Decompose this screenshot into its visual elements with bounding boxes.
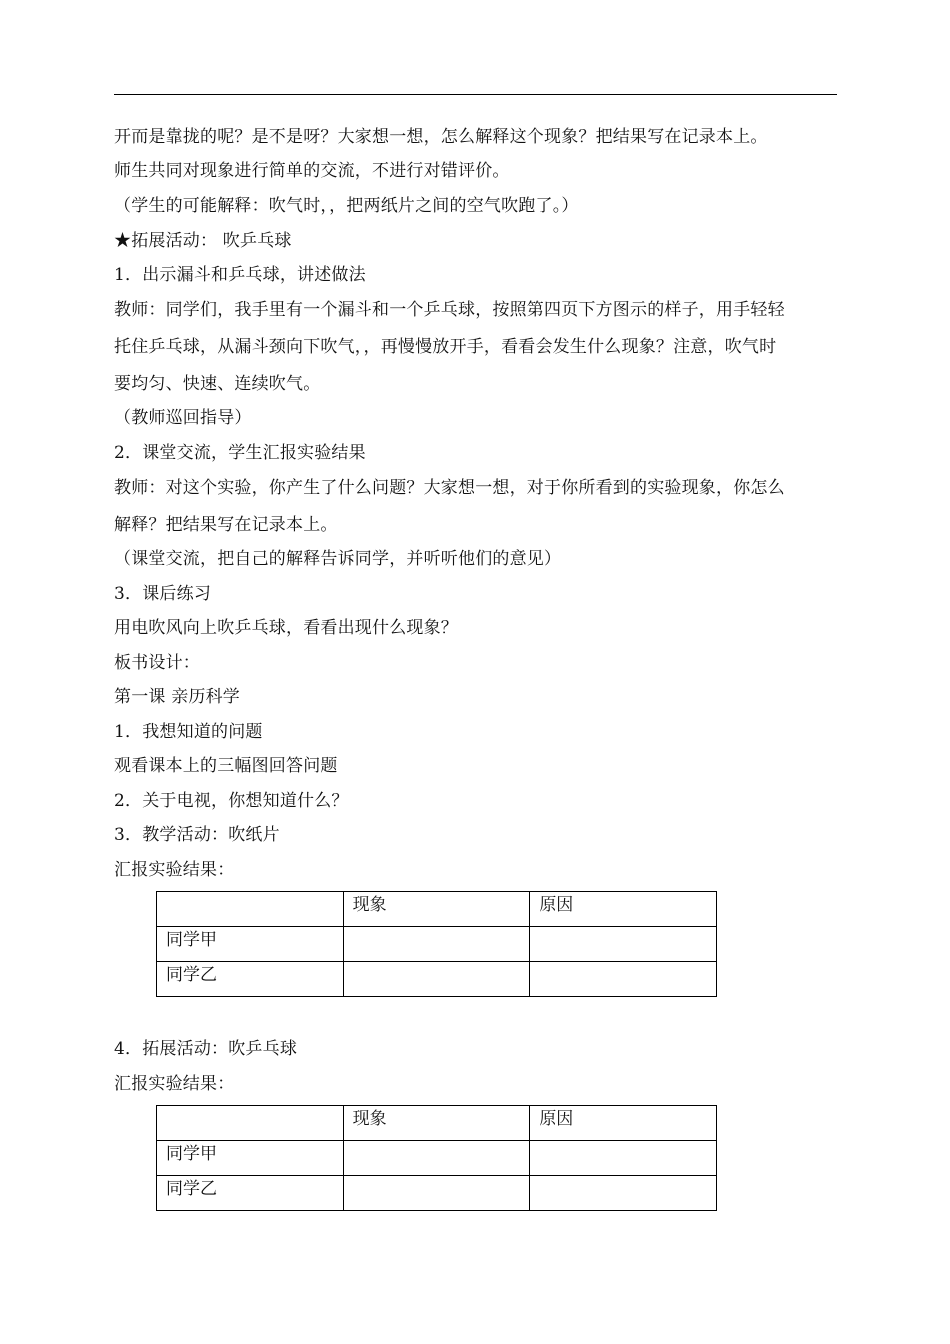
- table-cell: 同学乙: [157, 962, 344, 997]
- text-line: 要均匀、快速、连续吹气。: [114, 374, 321, 394]
- text-line: 3．课后练习: [114, 584, 212, 604]
- section-heading: ★拓展活动： 吹乒乓球: [114, 231, 292, 251]
- text-line: 第一课 亲历科学: [114, 687, 241, 707]
- text-line: 3．教学活动：吹纸片: [114, 825, 280, 845]
- table-cell: [530, 1176, 717, 1211]
- text-line: 1．我想知道的问题: [114, 722, 263, 742]
- text-line: 4．拓展活动：吹乒乓球: [114, 1039, 298, 1059]
- table-cell: [343, 962, 530, 997]
- table-row: [157, 927, 717, 962]
- table-row: [157, 1176, 717, 1211]
- text-line: （课堂交流，把自己的解释告诉同学，并听听他们的意见）: [114, 549, 562, 569]
- text-line: （学生的可能解释：吹气时，，把两纸片之间的空气吹跑了。）: [114, 196, 579, 216]
- text-line: 开而是靠拢的呢？是不是呀？大家想一想，怎么解释这个现象？把结果写在记录本上。: [114, 127, 768, 147]
- table-cell: [157, 1106, 344, 1141]
- text-line: 1．出示漏斗和乒乓球，讲述做法: [114, 265, 366, 285]
- text-line: 2．课堂交流，学生汇报实验结果: [114, 443, 366, 463]
- table-cell: [343, 1141, 530, 1176]
- table-row: [157, 1141, 717, 1176]
- text-line: 汇报实验结果：: [114, 1074, 235, 1094]
- text-line: 教师：对这个实验，你产生了什么问题？大家想一想，对于你所看到的实验现象，你怎么: [114, 478, 785, 498]
- table-row: [157, 962, 717, 997]
- text-line: 观看课本上的三幅图回答问题: [114, 756, 338, 776]
- table-cell: 同学乙: [157, 1176, 344, 1211]
- table-cell: [530, 1141, 717, 1176]
- results-table-2: [156, 1105, 717, 1211]
- text-line: 解释？把结果写在记录本上。: [114, 515, 338, 535]
- table-cell: [343, 1176, 530, 1211]
- text-line: 用电吹风向上吹乒乓球，看看出现什么现象？: [114, 618, 458, 638]
- table-header-row: [157, 1106, 717, 1141]
- table-cell: 同学甲: [157, 927, 344, 962]
- table-cell: [530, 962, 717, 997]
- table-cell: 原因: [530, 1106, 717, 1141]
- table-header-row: [157, 892, 717, 927]
- table-cell: 原因: [530, 892, 717, 927]
- table-cell: 同学甲: [157, 1141, 344, 1176]
- text-line: 教师：同学们，我手里有一个漏斗和一个乒乓球，按照第四页下方图示的样子，用手轻轻: [114, 300, 785, 320]
- table-cell: 现象: [343, 1106, 530, 1141]
- table-cell: [157, 892, 344, 927]
- results-table-1: [156, 891, 717, 997]
- header-rule: [114, 94, 837, 95]
- table-cell: [530, 927, 717, 962]
- text-line: 托住乒乓球，从漏斗颈向下吹气，，再慢慢放开手，看看会发生什么现象？注意，吹气时: [114, 337, 777, 357]
- text-line: 师生共同对现象进行简单的交流，不进行对错评价。: [114, 161, 510, 181]
- table-cell: 现象: [343, 892, 530, 927]
- text-line: （教师巡回指导）: [114, 408, 252, 428]
- text-line: 汇报实验结果：: [114, 860, 235, 880]
- text-line: 2．关于电视，你想知道什么？: [114, 791, 349, 811]
- table-cell: [343, 927, 530, 962]
- text-line: 板书设计：: [114, 653, 200, 673]
